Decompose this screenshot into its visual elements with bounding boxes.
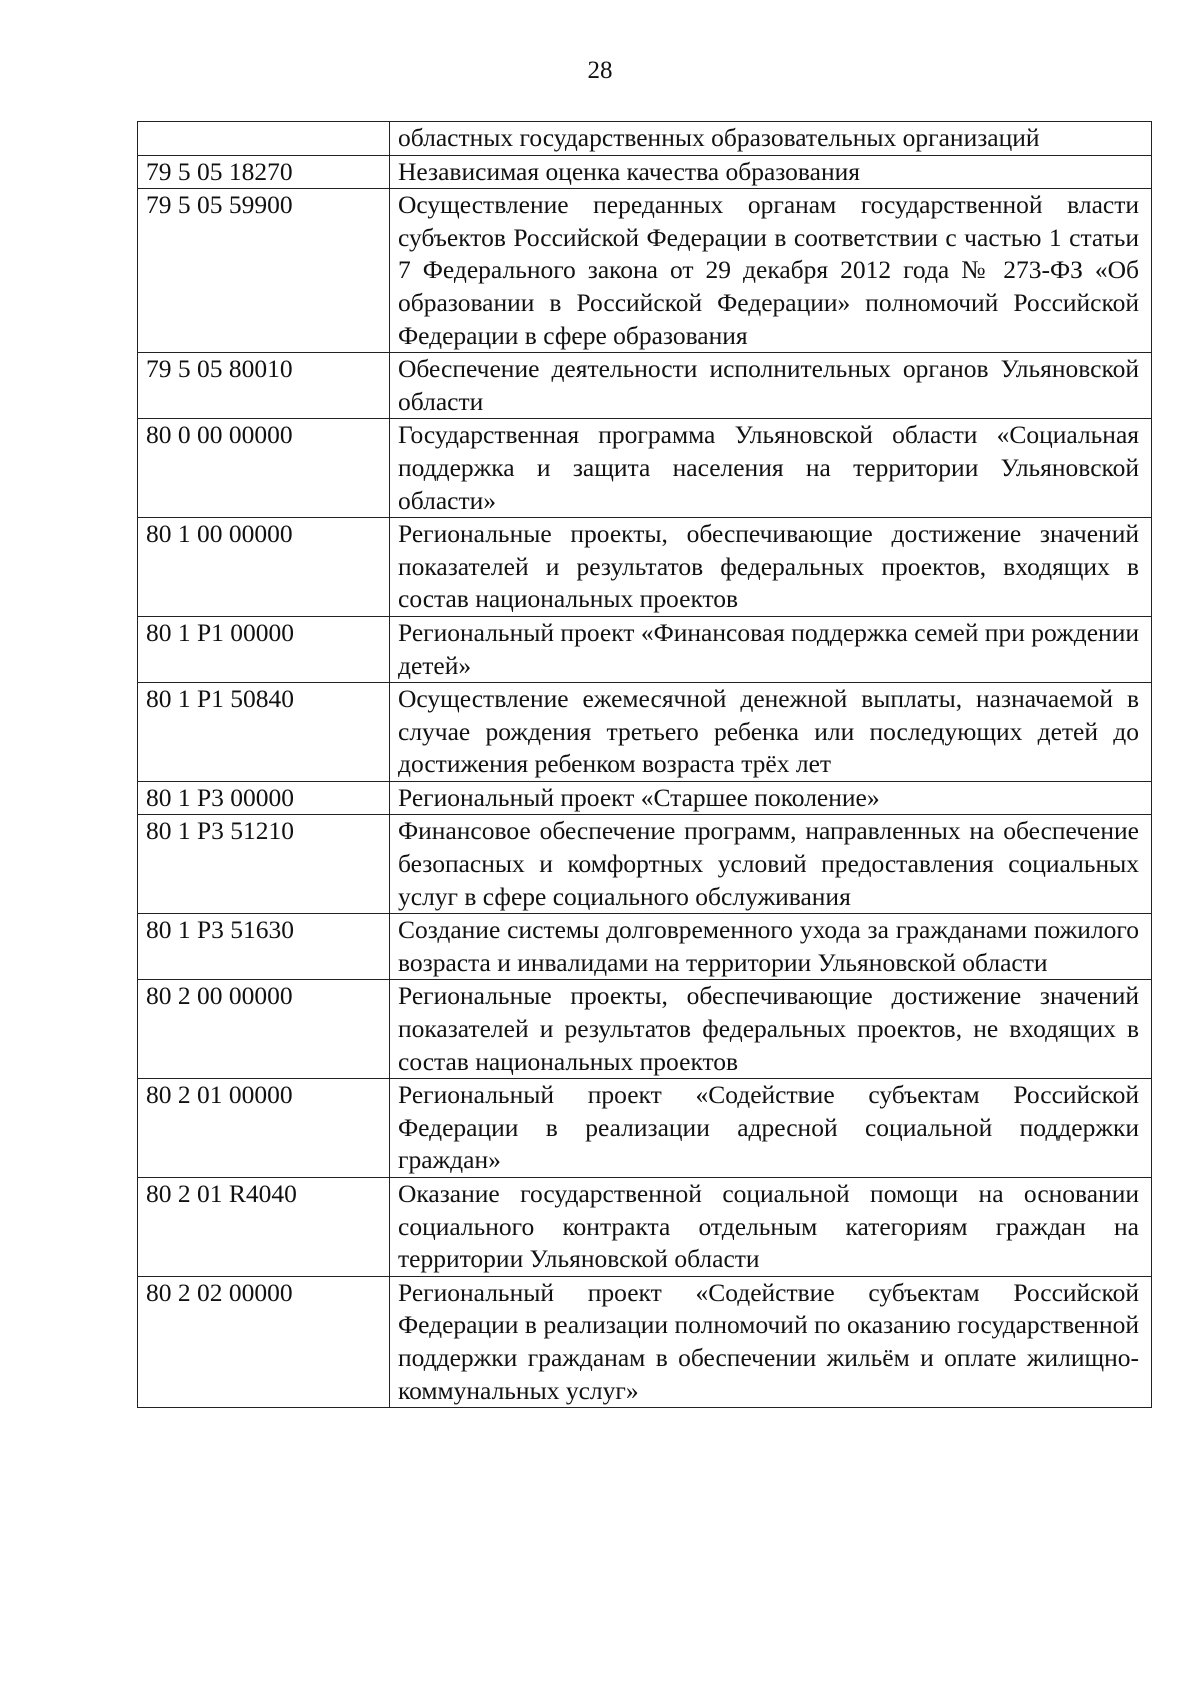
code-cell: 80 1 P1 00000 <box>138 616 390 682</box>
description-cell: Оказание государственной социальной помощи на основании социального контракта отдельным категориям граждан на территории Ульяновской области <box>390 1178 1152 1277</box>
table-row <box>138 815 1152 914</box>
table-row <box>138 980 1152 1079</box>
description-cell: Государственная программа Ульяновской области «Социальная поддержка и защита населения на территории Ульяновской области» <box>390 419 1152 518</box>
table-row <box>138 518 1152 617</box>
description-cell: Осуществление ежемесячной денежной выплаты, назначаемой в случае рождения третьего ребенка или последующих детей до достижения ребенком возраста трёх лет <box>390 683 1152 782</box>
description-cell: Региональный проект «Содействие субъектам Российской Федерации в реализации адресной социальной поддержки граждан» <box>390 1079 1152 1178</box>
description-cell: Осуществление переданных органам государственной власти субъектов Российской Федерации в соответствии с частью 1 статьи 7 Федерального закона от 29 декабря 2012 года № 273-ФЗ «Об образовании в Российской Федерации» полномочий Российской Федерации в сфере образования <box>390 189 1152 353</box>
description-cell: Создание системы долговременного ухода за гражданами пожилого возраста и инвалидами на территории Ульяновской области <box>390 914 1152 980</box>
code-cell <box>138 122 390 156</box>
budget-classification-table <box>137 121 1152 1408</box>
code-cell: 80 0 00 00000 <box>138 419 390 518</box>
description-cell: Финансовое обеспечение программ, направленных на обеспечение безопасных и комфортных условий предоставления социальных услуг в сфере социального обслуживания <box>390 815 1152 914</box>
table-row <box>138 155 1152 189</box>
page-number: 28 <box>587 57 613 84</box>
table-row <box>138 914 1152 980</box>
description-cell: Региональные проекты, обеспечивающие достижение значений показателей и результатов федеральных проектов, не входящих в состав национальных проектов <box>390 980 1152 1079</box>
table-row <box>138 1276 1152 1407</box>
description-cell: Региональный проект «Старшее поколение» <box>390 781 1152 815</box>
table-row <box>138 122 1152 156</box>
description-cell: областных государственных образовательных организаций <box>390 122 1152 156</box>
table-row <box>138 419 1152 518</box>
table-row <box>138 1079 1152 1178</box>
description-cell: Региональный проект «Финансовая поддержка семей при рождении детей» <box>390 616 1152 682</box>
code-cell: 80 1 P3 00000 <box>138 781 390 815</box>
code-cell: 80 1 P1 50840 <box>138 683 390 782</box>
code-cell: 80 1 P3 51210 <box>138 815 390 914</box>
table-row <box>138 353 1152 419</box>
code-cell: 80 1 00 00000 <box>138 518 390 617</box>
code-cell: 79 5 05 59900 <box>138 189 390 353</box>
table-row <box>138 189 1152 353</box>
code-cell: 80 2 00 00000 <box>138 980 390 1079</box>
code-cell: 79 5 05 18270 <box>138 155 390 189</box>
table-row <box>138 616 1152 682</box>
table-row <box>138 683 1152 782</box>
code-cell: 80 2 01 00000 <box>138 1079 390 1178</box>
description-cell: Независимая оценка качества образования <box>390 155 1152 189</box>
code-cell: 80 1 P3 51630 <box>138 914 390 980</box>
table-row <box>138 781 1152 815</box>
code-cell: 79 5 05 80010 <box>138 353 390 419</box>
code-cell: 80 2 02 00000 <box>138 1276 390 1407</box>
code-cell: 80 2 01 R4040 <box>138 1178 390 1277</box>
table-row <box>138 1178 1152 1277</box>
description-cell: Региональный проект «Содействие субъектам Российской Федерации в реализации полномочий по оказанию государственной поддержки гражданам в обеспечении жильём и оплате жилищно-коммунальных услуг» <box>390 1276 1152 1407</box>
description-cell: Обеспечение деятельности исполнительных органов Ульяновской области <box>390 353 1152 419</box>
description-cell: Региональные проекты, обеспечивающие достижение значений показателей и результатов федеральных проектов, входящих в состав национальных проектов <box>390 518 1152 617</box>
